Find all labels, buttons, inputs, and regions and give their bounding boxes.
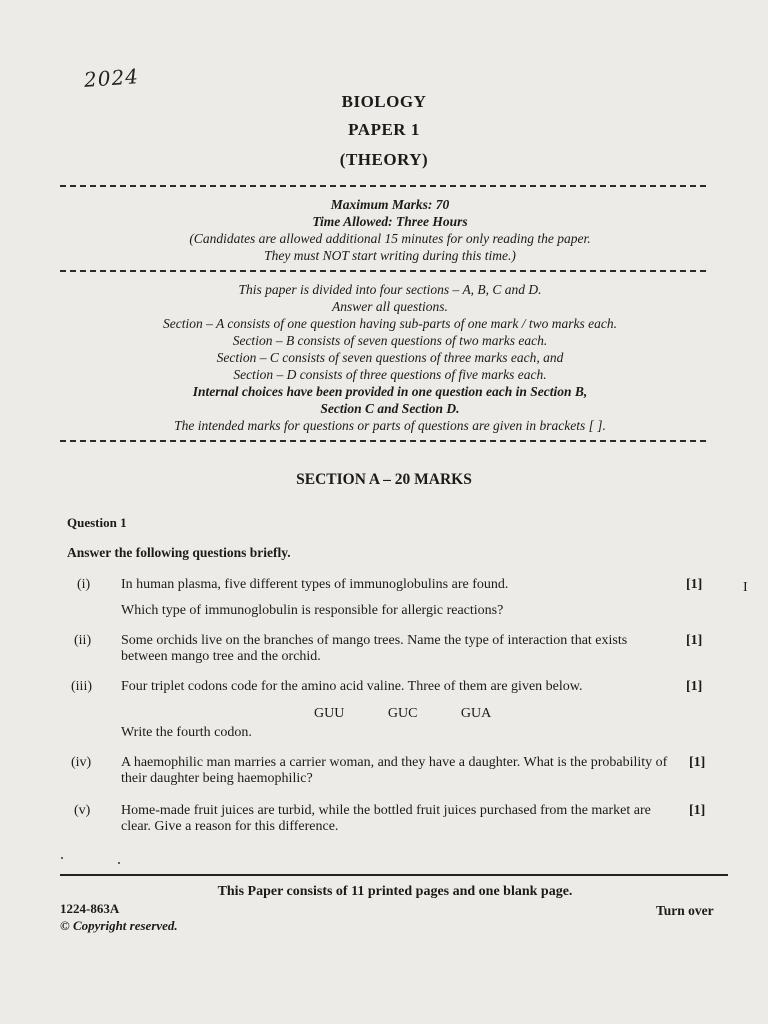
- item-number: (iv): [71, 755, 92, 770]
- item-text-followup: Write the fourth codon.: [121, 725, 252, 740]
- structure-line: The intended marks for questions or parts of questions are given in brackets [ ].: [174, 418, 606, 433]
- time-allowed: Time Allowed: Three Hours: [312, 214, 468, 229]
- codon-list: [314, 706, 513, 722]
- speck: [61, 857, 63, 859]
- item-marks: [1]: [689, 803, 706, 818]
- item-number: (i): [77, 577, 91, 592]
- speck: [118, 862, 120, 864]
- structure-line: Section C and Section D.: [320, 401, 460, 416]
- question-instruction: Answer the following questions briefly.: [67, 545, 291, 560]
- paper-title: PAPER 1: [348, 120, 420, 139]
- item-marks: [1]: [686, 633, 703, 648]
- section-title: SECTION A – 20 MARKS: [296, 471, 472, 488]
- subject-title: BIOLOGY: [341, 92, 427, 111]
- item-text-followup: Which type of immunoglobulin is responsible for allergic reactions?: [121, 603, 504, 618]
- structure-line: This paper is divided into four sections – A, B, C and D.: [238, 282, 542, 297]
- margin-mark: I: [743, 580, 748, 595]
- max-marks: Maximum Marks: 70: [330, 197, 450, 212]
- codon: GUU: [314, 706, 345, 721]
- structure-line: Answer all questions.: [332, 299, 448, 314]
- handwritten-year: 2024: [83, 64, 140, 92]
- paper-code: 1224-863A: [60, 901, 120, 916]
- divider-bottom: [60, 440, 706, 442]
- item-marks: [1]: [689, 755, 706, 770]
- copyright: © Copyright reserved.: [60, 918, 178, 933]
- item-text: In human plasma, five different types of immunoglobulins are found.: [121, 577, 509, 592]
- divider-top: [60, 185, 706, 187]
- item-text: Some orchids live on the branches of mango trees. Name the type of interaction that exists between mango tree and the orchid.: [121, 633, 628, 664]
- structure-line: Section – B consists of seven questions of two marks each.: [232, 333, 548, 348]
- codon: GUA: [460, 706, 492, 721]
- item-text: Four triplet codons code for the amino acid valine. Three of them are given below.: [121, 679, 583, 694]
- item-number: (iii): [71, 679, 92, 694]
- codon: GUC: [387, 706, 418, 721]
- item-number: (v): [74, 803, 91, 818]
- pages-note: This Paper consists of 11 printed pages and one blank page.: [217, 884, 573, 899]
- structure-line: Section – A consists of one question having sub-parts of one mark / two marks each.: [163, 316, 617, 331]
- structure-line: Section – C consists of seven questions of three marks each, and: [216, 350, 564, 365]
- item-text: A haemophilic man marries a carrier woman, and they have a daughter. What is the probability of their daughter being haemophilic?: [121, 755, 668, 786]
- paper-type: (THEORY): [339, 150, 429, 169]
- item-marks: [1]: [686, 577, 703, 592]
- reading-time-note-1: (Candidates are allowed additional 15 minutes for only reading the paper.: [189, 231, 591, 246]
- turn-over: Turn over: [656, 903, 714, 918]
- footer-divider: [60, 874, 728, 876]
- question-heading: Question 1: [67, 515, 127, 530]
- reading-time-note-2: They must NOT start writing during this time.): [264, 248, 516, 263]
- structure-line: Section – D consists of three questions of five marks each.: [233, 367, 547, 382]
- divider-middle: [60, 270, 706, 272]
- structure-line: Internal choices have been provided in one question each in Section B,: [192, 384, 588, 399]
- item-number: (ii): [74, 633, 92, 648]
- item-text: Home-made fruit juices are turbid, while the bottled fruit juices purchased from the market are clear. Give a reason for this difference.: [121, 803, 651, 834]
- item-marks: [1]: [686, 679, 703, 694]
